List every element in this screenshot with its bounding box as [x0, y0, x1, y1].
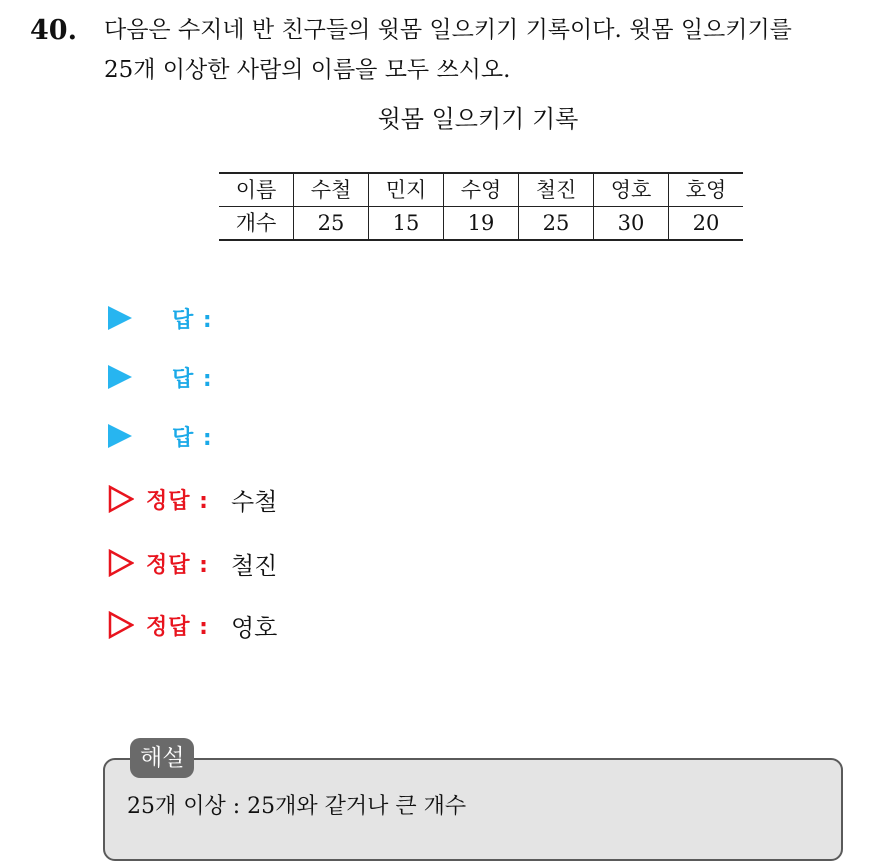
answer-label: 답 : — [172, 307, 213, 333]
answer-label: 답 : — [172, 425, 213, 451]
outline-triangle-icon — [108, 549, 134, 577]
correct-label: 정답 : — [146, 614, 209, 640]
correct-label: 정답 : — [146, 488, 209, 514]
outline-triangle-icon — [108, 611, 134, 639]
answer-row-2 — [108, 357, 213, 397]
table-count-cell: 30 — [594, 207, 669, 241]
answer-row-3 — [108, 416, 213, 456]
correct-value: 영호 — [230, 613, 278, 642]
correct-answer-row-1 — [108, 479, 277, 519]
table-name-cell: 호영 — [669, 173, 744, 207]
table-value-label: 개수 — [219, 207, 294, 241]
correct-answer-row-2 — [108, 543, 277, 583]
table-name-cell: 철진 — [519, 173, 594, 207]
table-count-cell: 25 — [294, 207, 369, 241]
filled-triangle-icon — [108, 424, 132, 448]
correct-value: 수철 — [230, 487, 278, 516]
question-text-line-2: 25개 이상한 사람의 이름을 모두 쓰시오. — [104, 57, 511, 83]
question-text-line-1: 다음은 수지네 반 친구들의 윗몸 일으키기 기록이다. 윗몸 일으키기를 — [104, 17, 792, 43]
correct-value: 철진 — [230, 551, 278, 580]
explanation-text: 25개 이상 : 25개와 같거나 큰 개수 — [127, 794, 467, 819]
record-table — [219, 172, 743, 241]
filled-triangle-icon — [108, 306, 132, 330]
question-number: 40. — [30, 15, 77, 46]
table-count-cell: 19 — [444, 207, 519, 241]
table-title: 윗몸 일으키기 기록 — [377, 105, 579, 133]
table-name-cell: 영호 — [594, 173, 669, 207]
answer-row-1 — [108, 298, 213, 338]
correct-label: 정답 : — [146, 552, 209, 578]
table-count-cell: 15 — [369, 207, 444, 241]
outline-triangle-icon — [108, 485, 134, 513]
table-value-row — [219, 207, 743, 241]
table-name-cell: 수영 — [444, 173, 519, 207]
answer-label: 답 : — [172, 366, 213, 392]
table-count-cell: 20 — [669, 207, 744, 241]
table-header-row — [219, 173, 743, 207]
table-name-cell: 수철 — [294, 173, 369, 207]
table-header-label: 이름 — [219, 173, 294, 207]
table-count-cell: 25 — [519, 207, 594, 241]
filled-triangle-icon — [108, 365, 132, 389]
table-name-cell: 민지 — [369, 173, 444, 207]
correct-answer-row-3 — [108, 605, 277, 645]
explanation-tag: 해설 — [130, 738, 194, 778]
